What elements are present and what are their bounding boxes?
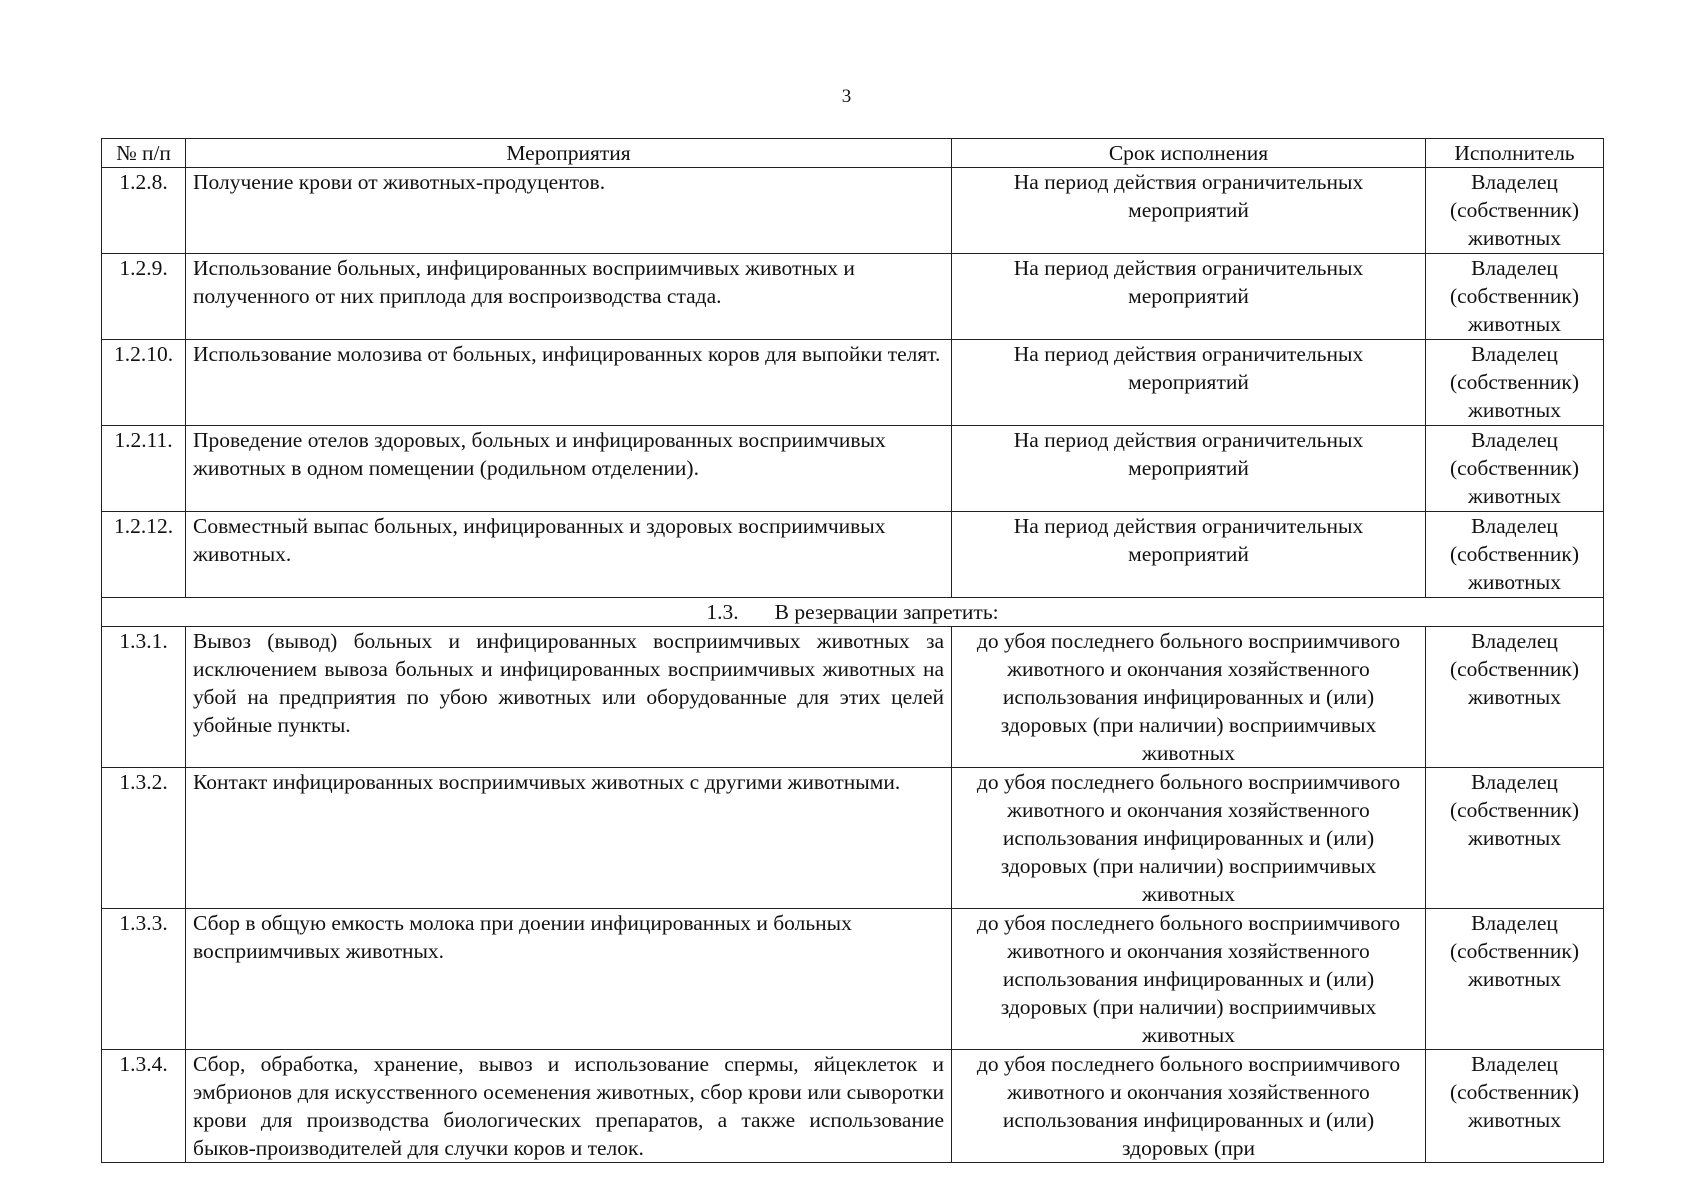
executor-line: животных bbox=[1468, 826, 1561, 850]
section-heading-row bbox=[102, 598, 1604, 627]
row-activity: Использование больных, инфицированных восприимчивых животных и полученного от них приплода для воспроизводства стада. bbox=[186, 254, 952, 340]
executor-line: (собственник) bbox=[1449, 456, 1580, 480]
header-executor: Исполнитель bbox=[1426, 139, 1604, 168]
row-term: На период действия ограничительных мероприятий bbox=[952, 426, 1426, 512]
executor-line: (собственник) bbox=[1449, 1080, 1580, 1104]
row-executor bbox=[1426, 340, 1604, 426]
executor-line: животных bbox=[1468, 570, 1561, 594]
section-title: В резервации запретить: bbox=[774, 600, 999, 624]
table-row bbox=[102, 426, 1604, 512]
row-activity: Сбор, обработка, хранение, вывоз и использование спермы, яйцеклеток и эмбрионов для искусственного осеменения животных, сбор крови или сыворотки крови для производства биологических препаратов, а также использование быков-производителей для случки коров и телок. bbox=[186, 1050, 952, 1163]
row-activity: Использование молозива от больных, инфицированных коров для выпойки телят. bbox=[186, 340, 952, 426]
executor-line: животных bbox=[1468, 685, 1561, 709]
page-number: 3 bbox=[841, 86, 852, 107]
executor-line: (собственник) bbox=[1449, 198, 1580, 222]
executor-line: (собственник) bbox=[1449, 657, 1580, 681]
executor-line: животных bbox=[1468, 226, 1561, 250]
table-row bbox=[102, 340, 1604, 426]
row-number: 1.2.12. bbox=[102, 512, 186, 598]
executor-line: Владелец bbox=[1471, 1052, 1558, 1076]
row-executor bbox=[1426, 627, 1604, 768]
table-row bbox=[102, 168, 1604, 254]
executor-line: (собственник) bbox=[1449, 798, 1580, 822]
row-executor bbox=[1426, 1050, 1604, 1163]
row-term: до убоя последнего больного восприимчивого животного и окончания хозяйственного использования инфицированных и (или) здоровых (при наличии) восприимчивых животных bbox=[952, 768, 1426, 909]
row-term: На период действия ограничительных мероприятий bbox=[952, 512, 1426, 598]
row-activity: Контакт инфицированных восприимчивых животных с другими животными. bbox=[186, 768, 952, 909]
row-number: 1.2.9. bbox=[102, 254, 186, 340]
table-row bbox=[102, 1050, 1604, 1163]
row-term: до убоя последнего больного восприимчивого животного и окончания хозяйственного использования инфицированных и (или) здоровых (при наличии) восприимчивых животных bbox=[952, 627, 1426, 768]
row-executor bbox=[1426, 426, 1604, 512]
table-header-row bbox=[102, 139, 1604, 168]
executor-line: Владелец bbox=[1471, 911, 1558, 935]
row-activity: Сбор в общую емкость молока при доении инфицированных и больных восприимчивых животных. bbox=[186, 909, 952, 1050]
executor-line: (собственник) bbox=[1449, 370, 1580, 394]
row-executor bbox=[1426, 512, 1604, 598]
row-executor bbox=[1426, 909, 1604, 1050]
row-term: На период действия ограничительных мероприятий bbox=[952, 254, 1426, 340]
executor-line: животных bbox=[1468, 967, 1561, 991]
row-term: На период действия ограничительных мероприятий bbox=[952, 340, 1426, 426]
row-term: до убоя последнего больного восприимчивого животного и окончания хозяйственного использования инфицированных и (или) здоровых (при bbox=[952, 1050, 1426, 1163]
row-number: 1.2.8. bbox=[102, 168, 186, 254]
row-activity: Получение крови от животных-продуцентов. bbox=[186, 168, 952, 254]
table-row bbox=[102, 512, 1604, 598]
measures-table bbox=[101, 138, 1604, 1163]
row-activity: Проведение отелов здоровых, больных и инфицированных восприимчивых животных в одном помещении (родильном отделении). bbox=[186, 426, 952, 512]
executor-line: животных bbox=[1468, 484, 1561, 508]
table-row bbox=[102, 254, 1604, 340]
row-term: до убоя последнего больного восприимчивого животного и окончания хозяйственного использования инфицированных и (или) здоровых (при наличии) восприимчивых животных bbox=[952, 909, 1426, 1050]
executor-line: Владелец bbox=[1471, 629, 1558, 653]
row-executor bbox=[1426, 768, 1604, 909]
row-executor bbox=[1426, 254, 1604, 340]
executor-line: Владелец bbox=[1471, 342, 1558, 366]
executor-line: (собственник) bbox=[1449, 939, 1580, 963]
section-number: 1.3. bbox=[706, 600, 739, 624]
executor-line: Владелец bbox=[1471, 514, 1558, 538]
row-number: 1.2.11. bbox=[102, 426, 186, 512]
row-number: 1.2.10. bbox=[102, 340, 186, 426]
row-activity: Вывоз (вывод) больных и инфицированных восприимчивых животных за исключением вывоза больных и инфицированных восприимчивых животных на убой на предприятия по убою животных или оборудованные для этих целей убойные пункты. bbox=[186, 627, 952, 768]
table-row bbox=[102, 909, 1604, 1050]
executor-line: Владелец bbox=[1471, 770, 1558, 794]
executor-line: Владелец bbox=[1471, 428, 1558, 452]
row-executor bbox=[1426, 168, 1604, 254]
executor-line: Владелец bbox=[1471, 256, 1558, 280]
row-number: 1.3.4. bbox=[102, 1050, 186, 1163]
executor-line: Владелец bbox=[1471, 170, 1558, 194]
header-activity: Мероприятия bbox=[186, 139, 952, 168]
executor-line: (собственник) bbox=[1449, 542, 1580, 566]
row-term: На период действия ограничительных мероприятий bbox=[952, 168, 1426, 254]
table-row bbox=[102, 768, 1604, 909]
row-number: 1.3.1. bbox=[102, 627, 186, 768]
row-number: 1.3.2. bbox=[102, 768, 186, 909]
executor-line: животных bbox=[1468, 312, 1561, 336]
executor-line: животных bbox=[1468, 1108, 1561, 1132]
section-heading bbox=[102, 598, 1604, 627]
table-row bbox=[102, 627, 1604, 768]
executor-line: (собственник) bbox=[1449, 284, 1580, 308]
row-number: 1.3.3. bbox=[102, 909, 186, 1050]
header-term: Срок исполнения bbox=[952, 139, 1426, 168]
executor-line: животных bbox=[1468, 398, 1561, 422]
header-num: № п/п bbox=[102, 139, 186, 168]
row-activity: Совместный выпас больных, инфицированных и здоровых восприимчивых животных. bbox=[186, 512, 952, 598]
